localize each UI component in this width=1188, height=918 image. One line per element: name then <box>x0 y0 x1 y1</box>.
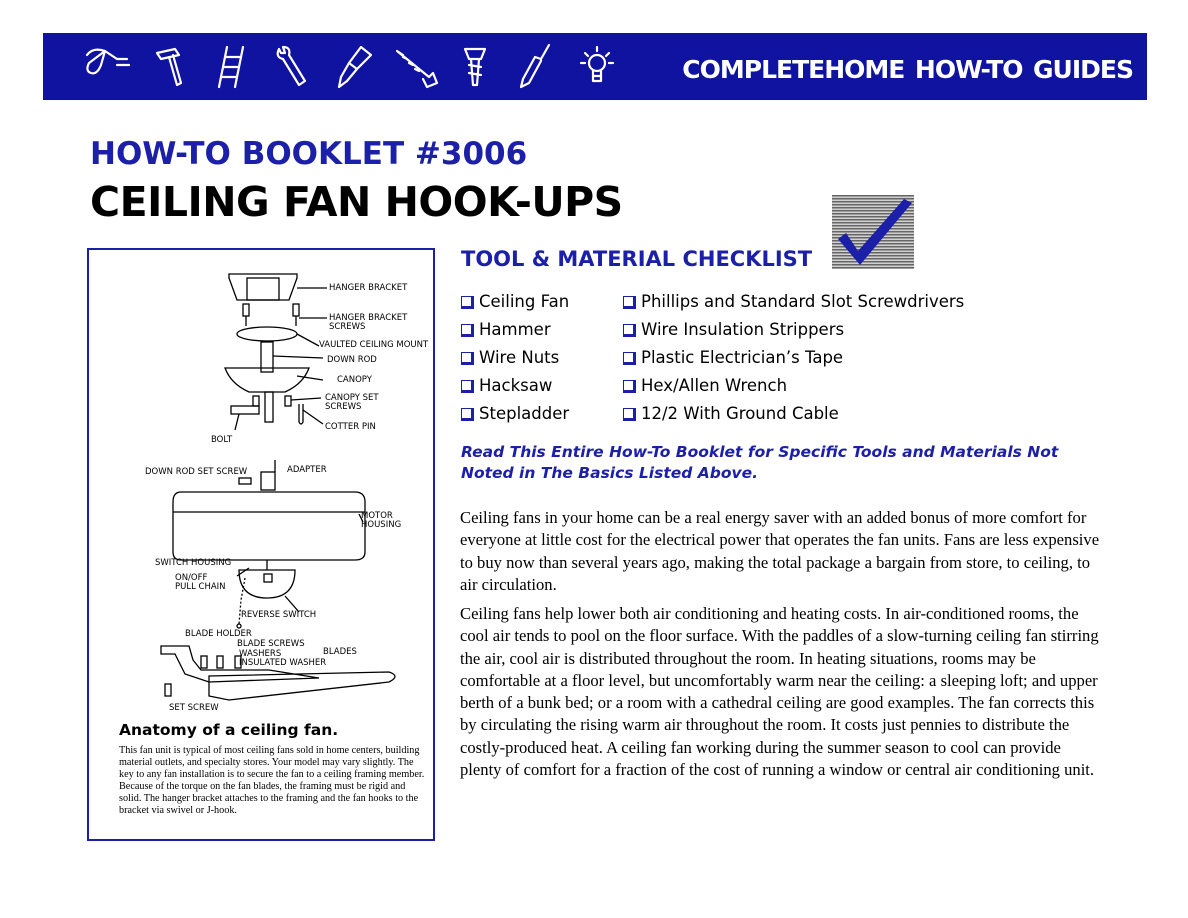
checkbox-icon <box>623 352 634 363</box>
tool-icons-row <box>83 43 703 91</box>
adapter-part <box>261 472 275 490</box>
label-down-rod: DOWN ROD <box>327 355 377 365</box>
label-canopy: CANOPY <box>337 375 372 385</box>
down-rod-set-screw-part <box>239 478 251 484</box>
hammer-icon <box>157 49 181 85</box>
checkbox-icon <box>623 296 634 307</box>
label-canopy-set-screws: CANOPY SET <box>325 393 379 403</box>
checklist-item[interactable]: Ceiling Fan <box>461 287 611 315</box>
checkbox-icon <box>461 380 472 391</box>
drill-icon <box>87 50 129 74</box>
saw-icon <box>397 51 437 87</box>
booklet-number: HOW-TO BOOKLET #3006 <box>90 136 528 172</box>
label-canopy-set-screws-2: SCREWS <box>325 402 362 412</box>
checkbox-icon <box>461 408 472 419</box>
paint-brush-icon <box>339 47 371 87</box>
label-pull-chain-2: PULL CHAIN <box>175 582 226 592</box>
checkbox-icon <box>461 352 472 363</box>
header-banner <box>43 33 1147 100</box>
blade-part <box>209 672 395 700</box>
checklist-item[interactable]: Phillips and Standard Slot Screwdrivers <box>623 287 1023 315</box>
body-paragraph: Ceiling fans in your home can be a real energy saver with an added bonus of more comfort for everyone at little cost for the electrical power that operates the fan units. Fans are less expensive to buy now than several years ago, making the total package a bargain from store, to ceiling, to air circulation. <box>460 508 1100 594</box>
label-hanger-bracket-screws: HANGER BRACKET <box>329 313 408 323</box>
motor-housing-part <box>173 492 365 560</box>
body-paragraph: Ceiling fans help lower both air conditioning and heating costs. In air-conditioned rooms, the cool air tends to pool on the floor surface. With the paddles of a slow-turning ceiling fan stirring the air, cool air is distributed throughout the room. In heating situations, rooms may be comfortable at a floor level, but uncomfortably warm near the ceiling: a sleeping loft; and upper berth of a bunk bed; or a room with a cathedral ceiling are good examples. The fan corrects this by circulating the rising warm air throughout the room. It costs just pennies to distribute the costly-produced heat. A ceiling fan working during the summer season to cool can provide plenty of comfort for a fraction of the cost of running a window or central air conditioning unit. <box>460 604 1099 780</box>
switch-housing-part <box>239 560 295 598</box>
wrench-icon <box>278 47 305 85</box>
label-down-rod-set-screw: DOWN ROD SET SCREW <box>145 467 248 477</box>
checklist-item[interactable]: Stepladder <box>461 399 611 427</box>
fan-diagram <box>89 260 433 720</box>
checklist-item[interactable]: Wire Nuts <box>461 343 611 371</box>
label-hanger-bracket: HANGER BRACKET <box>329 283 408 293</box>
label-blade-screws: BLADE SCREWS <box>237 639 305 649</box>
page-title: CEILING FAN HOOK-UPS <box>90 178 623 226</box>
lightbulb-icon <box>581 47 613 81</box>
label-set-screw: SET SCREW <box>169 703 219 713</box>
label-motor-housing: MOTOR <box>361 511 393 521</box>
label-switch-housing: SWITCH HOUSING <box>155 558 232 568</box>
screw-icon <box>465 49 485 85</box>
checkbox-icon <box>461 296 472 307</box>
checklist-item[interactable]: Hammer <box>461 315 611 343</box>
caption-title: Anatomy of a ceiling fan. <box>119 721 339 739</box>
checkbox-icon <box>461 324 472 335</box>
checklist-title: TOOL & MATERIAL CHECKLIST <box>461 247 813 271</box>
caption-text: This fan unit is typical of most ceiling fans sold in home centers, building material outlets, and specialty stores. Your model may vary slightly. The key to any fan installation is to secure the fan to a ceiling framing member. Because of the torque on the fan blades, the framing must be rigid and solid. The hanger bracket attaches to the framing and the fan hooks to the bracket via swivel or J-hook. <box>119 745 425 816</box>
checkmark-icon <box>832 195 914 269</box>
label-insulated-washer: INSULATED WASHER <box>239 658 327 668</box>
label-pull-chain: ON/OFF <box>175 573 208 583</box>
read-note: Read This Entire How-To Booklet for Specific Tools and Materials Not Noted in The Basics Listed Above. <box>461 443 1059 482</box>
checklist-item[interactable]: 12/2 With Ground Cable <box>623 399 1023 427</box>
label-bolt: BOLT <box>211 435 233 445</box>
checklist-item[interactable]: Hex/Allen Wrench <box>623 371 1023 399</box>
label-washers: WASHERS <box>239 649 282 659</box>
hanger-bracket-part <box>229 274 297 300</box>
checkbox-icon <box>623 408 634 419</box>
checklist-item[interactable]: Wire Insulation Strippers <box>623 315 1023 343</box>
canopy-set-screws-part <box>253 396 291 406</box>
checkbox-icon <box>623 380 634 391</box>
fan-anatomy-panel <box>87 248 435 841</box>
label-reverse-switch: REVERSE SWITCH <box>241 610 317 620</box>
label-vaulted-ceiling-mount: VAULTED CEILING MOUNT <box>319 340 429 350</box>
brand-logo: COMPLETEHOME HOW-TO GUIDES <box>682 55 1133 84</box>
label-adapter: ADAPTER <box>287 465 327 475</box>
bolt-part <box>231 406 259 414</box>
label-cotter-pin: COTTER PIN <box>325 422 376 432</box>
label-blades: BLADES <box>323 647 357 657</box>
checkbox-icon <box>623 324 634 335</box>
set-screw-part <box>165 684 171 696</box>
down-rod-lower-part <box>265 392 273 422</box>
ladder-icon <box>219 47 243 87</box>
screwdriver-icon <box>521 45 549 87</box>
label-motor-housing-2: HOUSING <box>361 520 402 530</box>
checklist-item[interactable]: Hacksaw <box>461 371 611 399</box>
cotter-pin-part <box>299 404 303 424</box>
label-blade-holder: BLADE HOLDER <box>185 629 252 639</box>
label-hanger-bracket-screws-2: SCREWS <box>329 322 366 332</box>
checklist-item[interactable]: Plastic Electrician’s Tape <box>623 343 1023 371</box>
blade-screws-part <box>201 656 241 668</box>
hanger-bracket-screws-part <box>243 304 299 326</box>
vaulted-ceiling-mount-part <box>237 327 297 341</box>
